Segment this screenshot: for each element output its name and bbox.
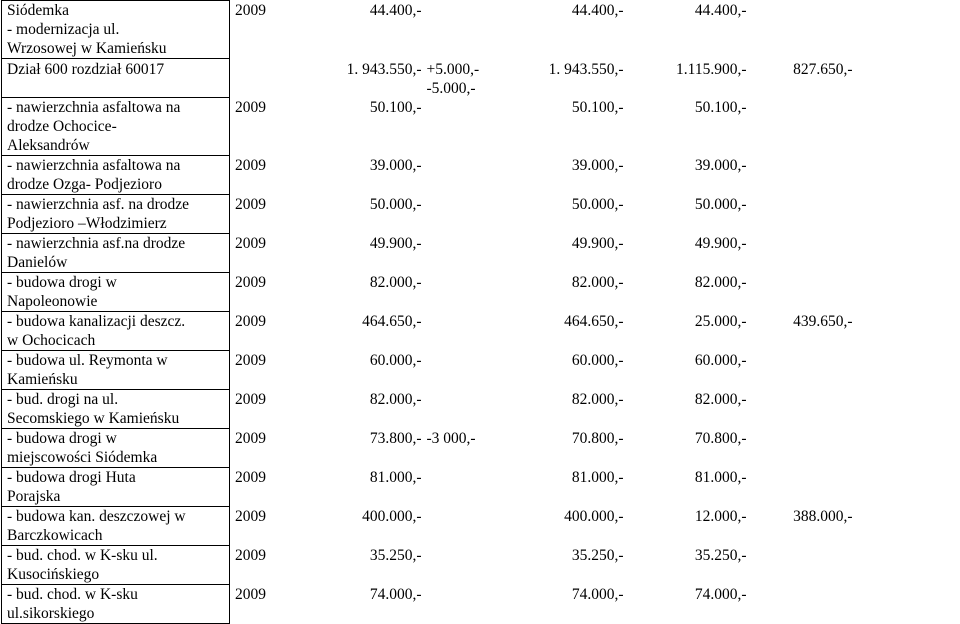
task-name-line: - budowa kan. deszczowej w bbox=[7, 508, 186, 525]
expenditure-year2-cell: 827.650,- bbox=[793, 60, 853, 78]
task-name-cell bbox=[2, 1, 230, 59]
empty-cell bbox=[853, 59, 959, 98]
change-line: -5.000,- bbox=[426, 79, 476, 97]
table-row bbox=[2, 468, 959, 507]
expenditure-year1-cell: 81.000,- bbox=[694, 468, 747, 486]
expenditure-year2-cell bbox=[747, 468, 853, 507]
year-cell: 2009 bbox=[235, 98, 266, 116]
expenditure-year2-cell bbox=[747, 234, 853, 273]
amount-after-change-cell: 50.100,- bbox=[571, 98, 624, 116]
task-name-cell bbox=[2, 273, 230, 312]
table-row bbox=[2, 98, 959, 156]
change-line: +5.000,- bbox=[426, 60, 480, 78]
empty-cell bbox=[853, 312, 959, 351]
expenditure-year1-cell: 82.000,- bbox=[694, 390, 747, 408]
task-name-cell bbox=[2, 312, 230, 351]
expenditure-year1-cell: 44.400,- bbox=[694, 1, 747, 19]
year-cell: 2009 bbox=[235, 312, 266, 330]
task-name-line: Dział 600 rozdział 60017 bbox=[7, 61, 165, 78]
expenditure-year2-cell: 388.000,- bbox=[793, 507, 853, 525]
task-name-cell bbox=[2, 585, 230, 624]
expenditure-year1-cell: 70.800,- bbox=[694, 429, 747, 447]
table-row bbox=[2, 585, 959, 624]
task-name-line: w Ochocicach bbox=[7, 332, 96, 349]
task-name-line: - budowa drogi w bbox=[7, 274, 117, 291]
task-name-line: Podjezioro –Włodzimierz bbox=[7, 215, 167, 232]
amount-after-change-cell: 44.400,- bbox=[571, 1, 624, 19]
task-name-cell bbox=[2, 429, 230, 468]
year-cell: 2009 bbox=[235, 585, 266, 603]
expenditure-year1-cell: 25.000,- bbox=[694, 312, 747, 330]
planned-amount-cell: 400.000,- bbox=[362, 507, 422, 525]
change-cell bbox=[422, 1, 514, 59]
change-cell: -3 000,- bbox=[426, 429, 476, 447]
planned-amount-cell: 50.000,- bbox=[369, 195, 422, 213]
task-name-cell bbox=[2, 156, 230, 195]
amount-after-change-cell: 1. 943.550,- bbox=[548, 60, 624, 78]
expenditure-year1-cell: 82.000,- bbox=[694, 273, 747, 291]
planned-amount-cell: 464.650,- bbox=[362, 312, 422, 330]
year-cell: 2009 bbox=[235, 273, 266, 291]
amount-after-change-cell: 400.000,- bbox=[564, 507, 624, 525]
empty-cell bbox=[853, 156, 959, 195]
empty-cell bbox=[853, 429, 959, 468]
empty-cell bbox=[853, 390, 959, 429]
task-name-line: Danielów bbox=[7, 254, 68, 271]
task-name-line: - bud. drogi na ul. bbox=[7, 391, 119, 408]
table-row bbox=[2, 507, 959, 546]
year-cell: 2009 bbox=[235, 1, 266, 19]
task-name-line: - nawierzchnia asf.na drodze bbox=[7, 235, 186, 252]
expenditure-year1-cell: 1.115.900,- bbox=[676, 60, 747, 78]
change-cell bbox=[422, 156, 514, 195]
amount-after-change-cell: 70.800,- bbox=[571, 429, 624, 447]
empty-cell bbox=[853, 585, 959, 624]
planned-amount-cell: 50.100,- bbox=[369, 98, 422, 116]
year-cell: 2009 bbox=[235, 429, 266, 447]
task-name-line: - nawierzchnia asf. na drodze bbox=[7, 196, 190, 213]
task-name-cell bbox=[2, 546, 230, 585]
year-cell: 2009 bbox=[235, 390, 266, 408]
year-cell bbox=[230, 59, 278, 98]
table-row bbox=[2, 234, 959, 273]
expenditure-year2-cell bbox=[747, 546, 853, 585]
task-name-line: - budowa drogi Huta bbox=[7, 469, 136, 486]
planned-amount-cell: 82.000,- bbox=[369, 390, 422, 408]
table-row bbox=[2, 273, 959, 312]
amount-after-change-cell: 50.000,- bbox=[571, 195, 624, 213]
expenditure-year2-cell bbox=[747, 156, 853, 195]
amount-after-change-cell: 74.000,- bbox=[571, 585, 624, 603]
expenditure-year1-cell: 60.000,- bbox=[694, 351, 747, 369]
task-name-line: - modernizacja ul. bbox=[7, 21, 120, 38]
change-cell bbox=[422, 98, 514, 156]
section-row bbox=[2, 59, 959, 98]
year-cell: 2009 bbox=[235, 351, 266, 369]
year-cell: 2009 bbox=[235, 468, 266, 486]
expenditure-year2-cell bbox=[747, 1, 853, 59]
year-cell: 2009 bbox=[235, 546, 266, 564]
planned-amount-cell: 81.000,- bbox=[369, 468, 422, 486]
expenditure-year2-cell bbox=[747, 390, 853, 429]
planned-amount-cell: 49.900,- bbox=[369, 234, 422, 252]
amount-after-change-cell: 81.000,- bbox=[571, 468, 624, 486]
task-name-line: Wrzosowej w Kamieńsku bbox=[7, 40, 167, 57]
year-cell: 2009 bbox=[235, 507, 266, 525]
empty-cell bbox=[853, 351, 959, 390]
amount-after-change-cell: 82.000,- bbox=[571, 273, 624, 291]
budget-table bbox=[1, 0, 959, 624]
task-name-line: - budowa ul. Reymonta w bbox=[7, 352, 168, 369]
empty-cell bbox=[853, 234, 959, 273]
expenditure-year1-cell: 35.250,- bbox=[694, 546, 747, 564]
table-row bbox=[2, 156, 959, 195]
task-name-cell bbox=[2, 390, 230, 429]
task-name-line: - budowa kanalizacji deszcz. bbox=[7, 313, 186, 330]
expenditure-year2-cell: 439.650,- bbox=[793, 312, 853, 330]
amount-after-change-cell: 35.250,- bbox=[571, 546, 624, 564]
change-cell bbox=[422, 351, 514, 390]
change-cell bbox=[422, 195, 514, 234]
expenditure-year2-cell bbox=[747, 98, 853, 156]
task-name-line: Barczkowicach bbox=[7, 527, 103, 544]
task-name-line: drodze Ochocice- bbox=[7, 118, 117, 135]
expenditure-year1-cell: 12.000,- bbox=[694, 507, 747, 525]
empty-cell bbox=[853, 546, 959, 585]
table-row bbox=[2, 390, 959, 429]
empty-cell bbox=[853, 195, 959, 234]
task-name-line: - bud. chod. w K-sku bbox=[7, 586, 138, 603]
amount-after-change-cell: 82.000,- bbox=[571, 390, 624, 408]
table-row bbox=[2, 195, 959, 234]
task-name-line: ul.sikorskiego bbox=[7, 605, 95, 622]
planned-amount-cell: 39.000,- bbox=[369, 156, 422, 174]
change-cell bbox=[422, 546, 514, 585]
amount-after-change-cell: 39.000,- bbox=[571, 156, 624, 174]
task-name-cell bbox=[2, 98, 230, 156]
task-name-line: - bud. chod. w K-sku ul. bbox=[7, 547, 158, 564]
expenditure-year1-cell: 74.000,- bbox=[694, 585, 747, 603]
task-name-cell bbox=[2, 351, 230, 390]
task-name-line: Aleksandrów bbox=[7, 137, 90, 154]
task-name-cell bbox=[2, 468, 230, 507]
change-cell bbox=[422, 312, 514, 351]
year-cell: 2009 bbox=[235, 156, 266, 174]
task-name-line: - nawierzchnia asfaltowa na bbox=[7, 99, 181, 116]
year-cell: 2009 bbox=[235, 195, 266, 213]
empty-cell bbox=[853, 98, 959, 156]
empty-cell bbox=[853, 507, 959, 546]
change-cell bbox=[422, 585, 514, 624]
planned-amount-cell: 35.250,- bbox=[369, 546, 422, 564]
expenditure-year1-cell: 49.900,- bbox=[694, 234, 747, 252]
planned-amount-cell: 73.800,- bbox=[369, 429, 422, 447]
task-name-line: Kusocińskiego bbox=[7, 566, 100, 583]
expenditure-year2-cell bbox=[747, 273, 853, 312]
task-name-line: Porajska bbox=[7, 488, 61, 505]
change-cell bbox=[422, 59, 514, 98]
task-name-cell bbox=[2, 195, 230, 234]
change-cell bbox=[422, 507, 514, 546]
table-row bbox=[2, 312, 959, 351]
task-name-line: Secomskiego w Kamieńsku bbox=[7, 410, 180, 427]
task-name-line: - budowa drogi w bbox=[7, 430, 117, 447]
planned-amount-cell: 44.400,- bbox=[369, 1, 422, 19]
table-row bbox=[2, 546, 959, 585]
planned-amount-cell: 60.000,- bbox=[369, 351, 422, 369]
expenditure-year2-cell bbox=[747, 585, 853, 624]
amount-after-change-cell: 464.650,- bbox=[564, 312, 624, 330]
task-name-cell bbox=[2, 234, 230, 273]
expenditure-year1-cell: 50.100,- bbox=[694, 98, 747, 116]
task-name-line: Napoleonowie bbox=[7, 293, 98, 310]
task-name-cell bbox=[2, 59, 230, 98]
change-cell bbox=[422, 390, 514, 429]
expenditure-year2-cell bbox=[747, 195, 853, 234]
expenditure-year2-cell bbox=[747, 351, 853, 390]
expenditure-year2-cell bbox=[747, 429, 853, 468]
change-cell bbox=[422, 468, 514, 507]
task-name-line: miejscowości Siódemka bbox=[7, 449, 158, 466]
expenditure-year1-cell: 39.000,- bbox=[694, 156, 747, 174]
empty-cell bbox=[853, 1, 959, 59]
task-name-line: - nawierzchnia asfaltowa na bbox=[7, 157, 181, 174]
year-cell: 2009 bbox=[235, 234, 266, 252]
empty-cell bbox=[853, 273, 959, 312]
amount-after-change-cell: 60.000,- bbox=[571, 351, 624, 369]
table-row bbox=[2, 1, 959, 59]
task-name-line: Siódemka bbox=[7, 2, 69, 19]
planned-amount-cell: 82.000,- bbox=[369, 273, 422, 291]
empty-cell bbox=[853, 468, 959, 507]
change-cell bbox=[422, 234, 514, 273]
amount-after-change-cell: 49.900,- bbox=[571, 234, 624, 252]
task-name-line: Kamieńsku bbox=[7, 371, 78, 388]
planned-amount-cell: 1. 943.550,- bbox=[346, 60, 422, 78]
task-name-line: drodze Ozga- Podjezioro bbox=[7, 176, 162, 193]
table-row bbox=[2, 429, 959, 468]
change-cell bbox=[422, 273, 514, 312]
task-name-cell bbox=[2, 507, 230, 546]
planned-amount-cell: 74.000,- bbox=[369, 585, 422, 603]
expenditure-year1-cell: 50.000,- bbox=[694, 195, 747, 213]
table-row bbox=[2, 351, 959, 390]
